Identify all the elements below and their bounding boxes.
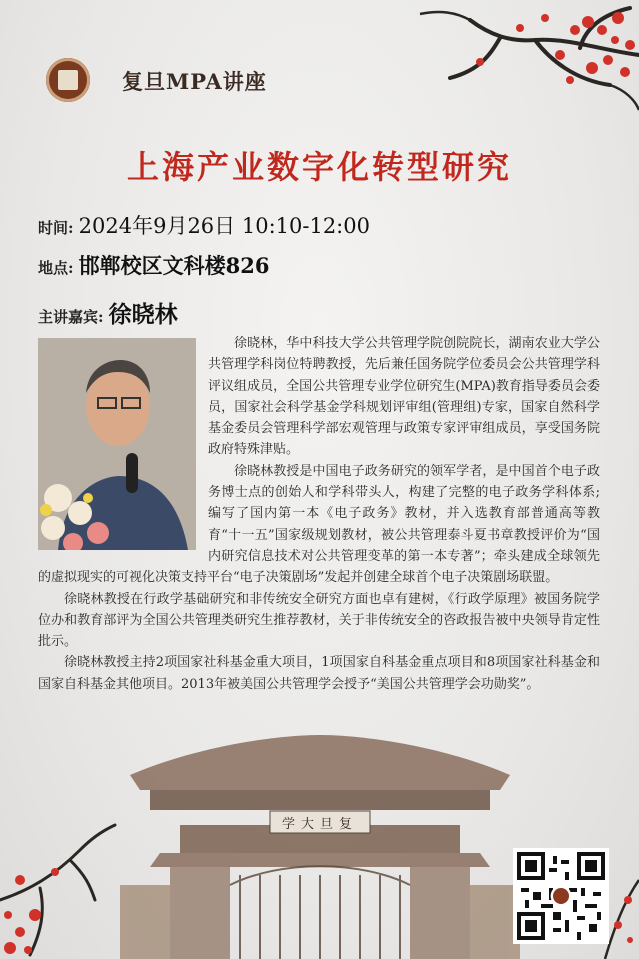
gate-sign: 学大旦复: [281, 817, 359, 832]
time-label: 时间:: [38, 219, 74, 237]
time-value: 2024年9月26日 10:10-12:00: [78, 214, 370, 238]
speaker-name: 徐晓林: [108, 301, 178, 328]
bio-paragraph: 徐晓林，华中科技大学公共管理学院创院院长，湖南农业大学公共管理学科岗位特聘教授，先后兼任国务院学位委员会公共管理学科评议组成员，全国公共管理专业学位研究生(MPA)教育指导委员会委员，国家社会科学基金学科规划评审组(管理组)专家，国家自然科学基金委员会管理科学部宏观管理与政策专家评审组成员，享受国务院政府特殊津贴。: [208, 336, 600, 458]
place-row: [38, 250, 269, 280]
place-value: 邯郸校区文科楼826: [78, 253, 270, 278]
place-label: 地点:: [38, 259, 74, 277]
brand-name: 复旦MPA讲座: [122, 69, 267, 94]
speaker-label: 主讲嘉宾:: [38, 308, 104, 326]
speaker-bio: [38, 333, 600, 695]
photo-spacer: [38, 333, 208, 555]
fudan-gate-illustration: [120, 735, 520, 959]
bio-paragraph: 徐晓林教授主持2项国家社科基金重大项目，1项国家自科基金重点项目和8项国家社科基金和国家自科基金其他项目。2013年被美国公共管理学会授予“美国公共管理学会功勋奖”。: [38, 655, 600, 692]
speaker-row: [38, 296, 178, 329]
bio-paragraph: 徐晓林教授在行政学基础研究和非传统安全研究方面也卓有建树，《行政学原理》被国务院学位办和教育部评为全国公共管理类研究生推荐教材，关于非传统安全的咨政报告被中央领导肯定性批示。: [38, 591, 600, 650]
bio-paragraph: 徐晓林教授是中国电子政务研究的领军学者，是中国首个电子政务博士点的创始人和学科带头人，构建了完整的电子政务学科体系;编写了国内第一本《电子政务》教材，并入选教育部普通高等教育“十一五”国家级规划教材，被公共管理泰斗夏书章教授评价为“国内研究信息技术对公共管理变革的第一本专著”；牵头建成全球领先的虚拟现实的可视化决策支持平台“电子决策剧场”发起并创建全球首个电子决策剧场联盟。: [38, 463, 600, 586]
logo-seal-icon: [58, 70, 78, 90]
qr-code[interactable]: [513, 848, 609, 944]
plum-branch-bottom-left: [0, 820, 140, 959]
time-row: [38, 210, 370, 240]
plum-branch-top-right: [330, 0, 639, 120]
lecture-title: 上海产业数字化转型研究: [126, 148, 512, 186]
